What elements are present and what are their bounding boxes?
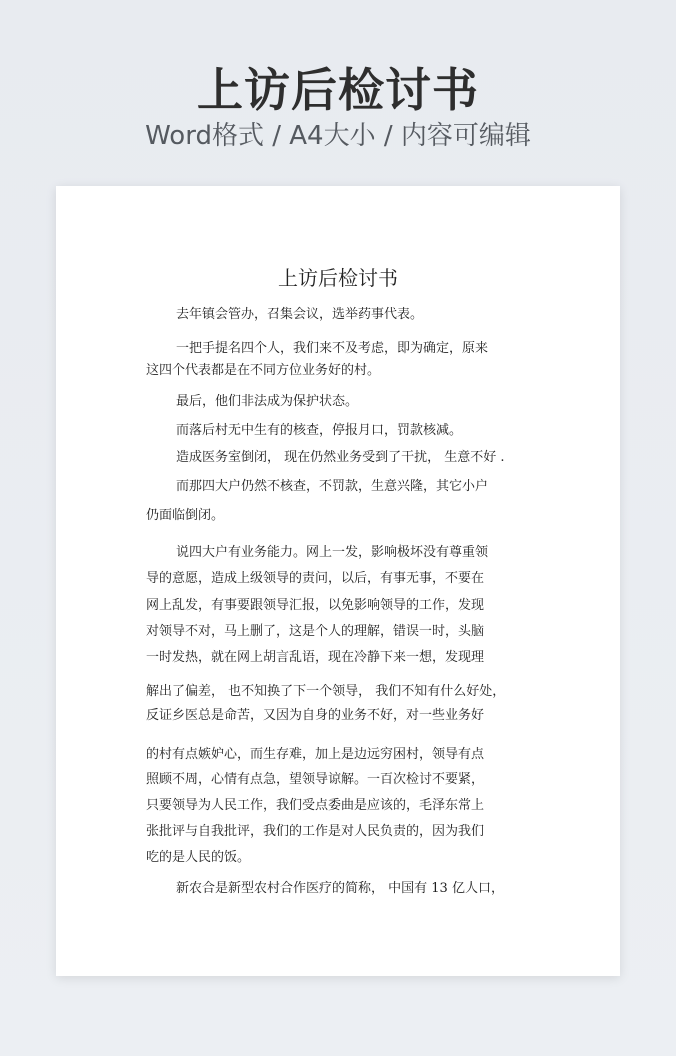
paragraph-line: 的村有点嫉妒心，而生存难，加上是边远穷困村，领导有点 — [146, 747, 485, 762]
paragraph-line: 一时发热，就在网上胡言乱语，现在冷静下来一想，发现理 — [146, 650, 485, 665]
paragraph-line: 说四大户有业务能力。网上一发，影响极坏没有尊重领 — [176, 545, 489, 560]
paragraph-line: 照顾不周，心情有点急，望领导谅解。一百次检讨不要紧， — [146, 772, 485, 787]
paragraph-line: 最后，他们非法成为保护状态。 — [176, 394, 359, 409]
banner-title: 上访后检讨书 — [197, 63, 479, 117]
paragraph-line: 一把手提名四个人，我们来不及考虑，即为确定，原来 — [176, 341, 489, 356]
paragraph-line: 张批评与自我批评，我们的工作是对人民负责的，因为我们 — [146, 824, 485, 839]
paragraph-line: 只要领导为人民工作，我们受点委曲是应该的，毛泽东常上 — [146, 798, 485, 813]
paragraph-line: 造成医务室倒闭， 现在仍然业务受到了干扰， 生意不好 . — [176, 450, 505, 465]
banner-subtitle: Word格式 / A4大小 / 内容可编辑 — [145, 121, 531, 151]
paragraph-line: 吃的是人民的饭。 — [146, 850, 251, 865]
paragraph-line: 导的意愿，造成上级领导的责问，以后，有事无事，不要在 — [146, 571, 485, 586]
document-title: 上访后检讨书 — [278, 266, 398, 290]
paragraph-line: 而落后村无中生有的核查，停报月口，罚款核减。 — [176, 423, 463, 438]
document-page — [56, 186, 620, 976]
paragraph-line: 反证乡医总是命苦，又因为自身的业务不好，对一些业务好 — [146, 708, 485, 723]
paragraph-line: 新农合是新型农村合作医疗的简称， 中国有 13 亿人口， — [176, 881, 504, 896]
paragraph-line: 解出了偏差， 也不知换了下一个领导， 我们不知有什么好处， — [146, 684, 506, 699]
paragraph-line: 去年镇会管办，召集会议，选举药事代表。 — [176, 307, 424, 322]
paragraph-line: 对领导不对，马上删了，这是个人的理解，错误一时，头脑 — [146, 624, 485, 639]
paragraph-line: 网上乱发，有事要跟领导汇报，以免影响领导的工作，发现 — [146, 598, 485, 613]
paragraph-line: 仍面临倒闭。 — [146, 508, 225, 523]
paragraph-line: 而那四大户仍然不核查，不罚款，生意兴隆，其它小户 — [176, 479, 489, 494]
paragraph-line: 这四个代表都是在不同方位业务好的村。 — [146, 363, 381, 378]
